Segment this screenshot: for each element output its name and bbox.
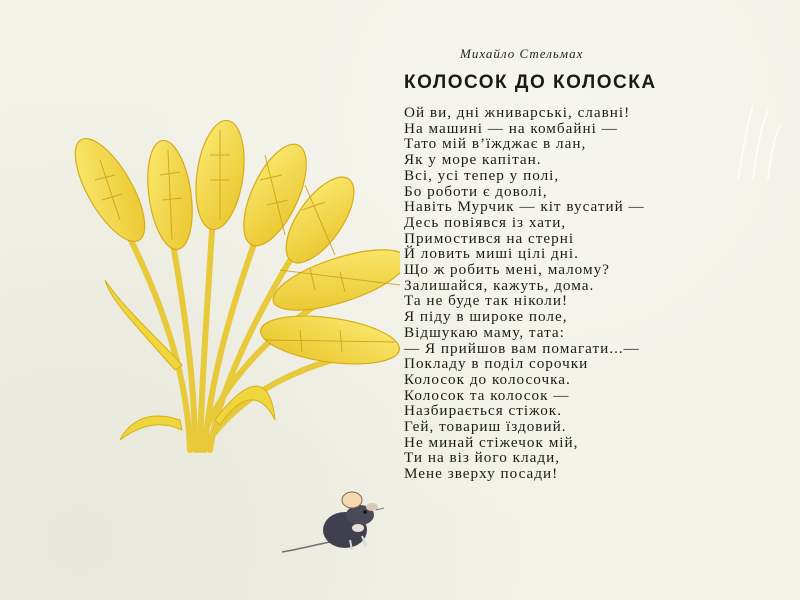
poem-line: Відшукаю маму, тата: — [404, 323, 565, 341]
poem-line: Навіть Мурчик — кіт вусатий — — [404, 198, 645, 216]
poem-line: Та не буде так ніколи! — [404, 292, 569, 310]
poem-line: Ой ви, дні жниварські, славні! — [404, 104, 631, 121]
poem-line: Бо роботи є доволі, — [404, 182, 548, 200]
poem-line: Назбирається стіжок. — [404, 402, 562, 420]
poem-line: Ти на віз його клади, — [404, 449, 560, 467]
poem-line: Не минай стіжечок мій, — [404, 433, 579, 451]
author-name: Михайло Стельмах — [460, 46, 584, 61]
poem-line: Як у море капітан. — [404, 151, 542, 169]
poem-title: КОЛОСОК ДО КОЛОСКА — [404, 72, 657, 93]
poem-line: Гей, товариш їздовий. — [404, 418, 567, 436]
poem-line: Мене зверху посади! — [404, 465, 559, 483]
poem-line: Залишайся, кажуть, дома. — [404, 276, 595, 294]
poem-line: Примостився на стерні — [404, 229, 575, 247]
poem-line: Що ж робить мені, малому? — [404, 261, 610, 279]
poem-text — [404, 105, 784, 482]
poem-line: Покладу в поділ сорочки — [404, 355, 589, 373]
wheat-bundle-icon — [70, 120, 400, 460]
poem-line: На машині — на комбайні — — [404, 119, 618, 137]
poem-line: Колосок та колосок — — [404, 386, 570, 404]
poem-line: Я піду в широке поле, — [404, 308, 568, 326]
poem-line: Колосок до колосочка. — [404, 370, 571, 388]
poem-line: Тато мій в’їжджає в лан, — [404, 135, 587, 153]
poem-line: — Я прийшов вам помагати...— — [404, 339, 640, 357]
mouse-icon — [280, 480, 400, 560]
poem-line: Й ловить миші цілі дні. — [404, 245, 579, 263]
poem-line: Десь повіявся із хати, — [404, 213, 567, 231]
poem-line: Всі, усі тепер у полі, — [404, 166, 560, 184]
paper-mark-icon — [728, 100, 788, 190]
